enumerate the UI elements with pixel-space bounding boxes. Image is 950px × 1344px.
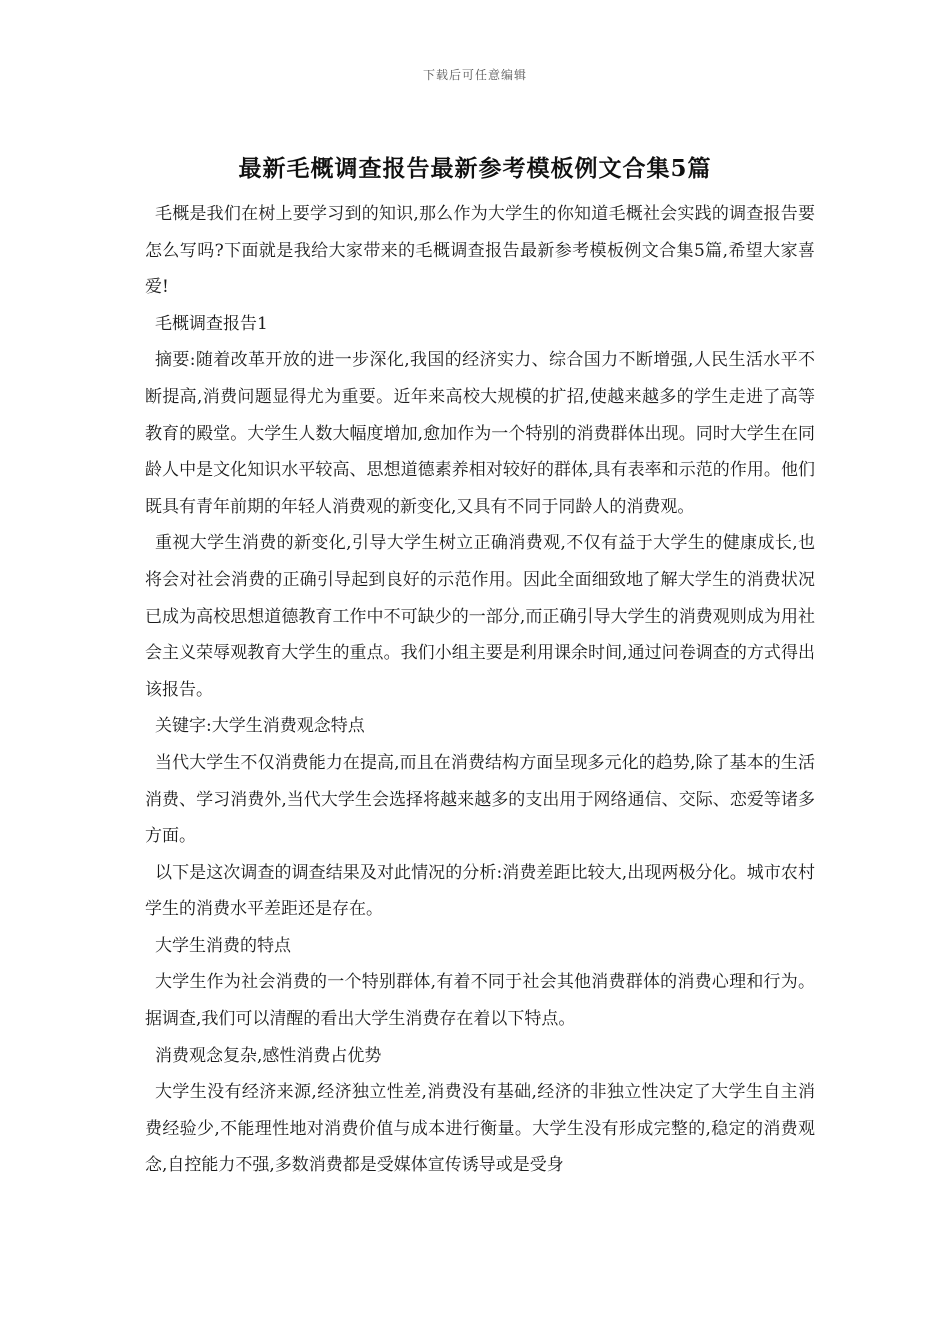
subheading: 消费观念复杂,感性消费占优势 bbox=[155, 1045, 382, 1066]
document-title: 最新毛概调查报告最新参考模板例文合集5篇 bbox=[238, 155, 712, 182]
header-note: 下载后可任意编辑 bbox=[422, 68, 527, 82]
body-paragraph: 大学生没有经济来源,经济独立性差,消费没有基础,经济的非独立性决定了大学生自主消费经验少,不能理性地对消费价值与成本进行衡量。大学生没有形成完整的,稳定的消费观念,自控能力不强,多数消费都是受媒体宣传诱导或是受身 bbox=[145, 1082, 815, 1176]
keywords-line: 关键字:大学生消费观念特点 bbox=[155, 716, 365, 737]
body-paragraph: 以下是这次调查的调查结果及对此情况的分析:消费差距比较大,出现两极分化。城市农村学生的消费水平差距还是存在。 bbox=[145, 862, 815, 920]
intro-paragraph: 毛概是我们在树上要学习到的知识,那么作为大学生的你知道毛概社会实践的调查报告要怎么写吗?下面就是我给大家带来的毛概调查报告最新参考模板例文合集5篇,希望大家喜爱! bbox=[145, 204, 815, 298]
body-paragraph: 大学生作为社会消费的一个特别群体,有着不同于社会其他消费群体的消费心理和行为。据调查,我们可以清醒的看出大学生消费存在着以下特点。 bbox=[145, 972, 815, 1030]
abstract-paragraph: 摘要:随着改革开放的进一步深化,我国的经济实力、综合国力不断增强,人民生活水平不断提高,消费问题显得尤为重要。近年来高校大规模的扩招,使越来越多的学生走进了高等教育的殿堂。大学生人数大幅度增加,愈加作为一个特别的消费群体出现。同时大学生在同龄人中是文化知识水平较高、思想道德素养相对较好的群体,具有表率和示范的作用。他们既具有青年前期的年轻人消费观的新变化,又具有不同于同龄人的消费观。 bbox=[145, 350, 815, 517]
body-paragraph: 当代大学生不仅消费能力在提高,而且在消费结构方面呈现多元化的趋势,除了基本的生活消费、学习消费外,当代大学生会选择将越来越多的支出用于网络通信、交际、恋爱等诸多方面。 bbox=[145, 752, 815, 847]
subheading: 大学生消费的特点 bbox=[155, 935, 291, 956]
body-paragraph: 重视大学生消费的新变化,引导大学生树立正确消费观,不仅有益于大学生的健康成长,也将会对社会消费的正确引导起到良好的示范作用。因此全面细致地了解大学生的消费状况已成为高校思想道德教育工作中不可缺少的一部分,而正确引导大学生的消费观则成为用社会主义荣辱观教育大学生的重点。我们小组主要是利用课余时间,通过问卷调查的方式得出该报告。 bbox=[145, 533, 815, 700]
document-body bbox=[145, 196, 815, 1184]
section-heading-report-1: 毛概调查报告1 bbox=[155, 313, 268, 334]
